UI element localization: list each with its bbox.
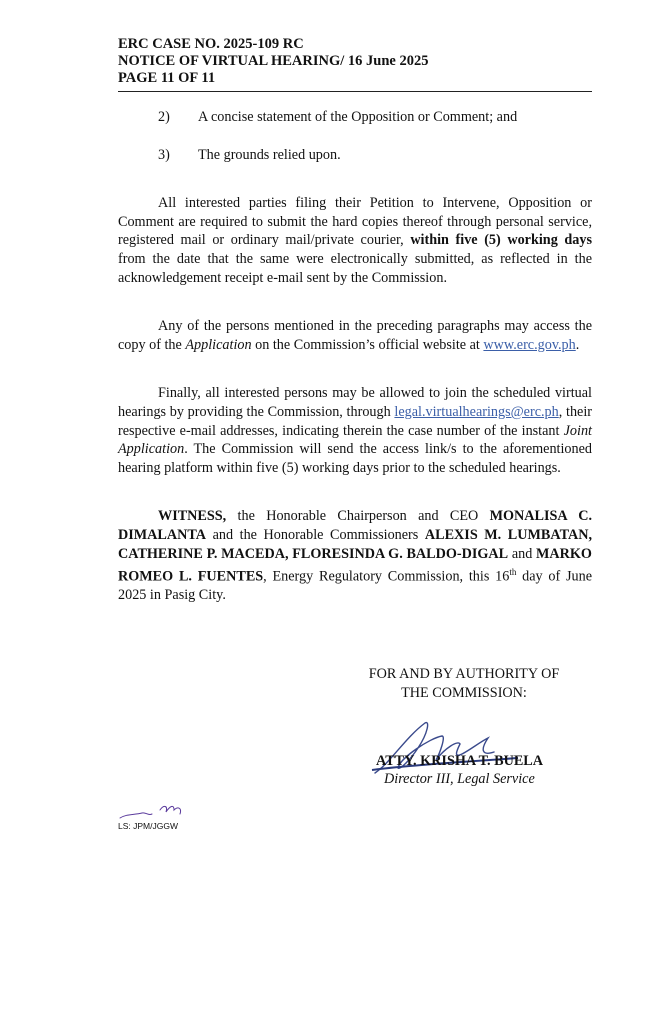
case-number: ERC CASE NO. 2025-109 RC — [118, 36, 304, 52]
signatory-name: ATTY. KRISHA T. BUELA — [376, 753, 544, 769]
text: and — [508, 545, 537, 562]
text: on the Commission’s official website at — [251, 336, 484, 353]
page-number: PAGE 11 OF 11 — [118, 70, 216, 86]
list-item-number: 2) — [158, 109, 170, 125]
list-item-number: 3) — [158, 146, 170, 163]
text: and the Honorable Commissioners — [206, 526, 425, 543]
witness-label: WITNESS, — [158, 508, 227, 525]
text: , Energy Regulatory Commission, this 16 — [263, 568, 510, 585]
paragraph-witness — [118, 507, 592, 605]
initials-mark — [118, 800, 190, 822]
document-header — [118, 36, 598, 87]
header-divider — [118, 91, 592, 92]
text: Any of the persons mentioned in the preceding paragraphs may access the copy of the — [118, 318, 592, 353]
list-item — [158, 108, 592, 127]
commissioner-name: MARKO ROMEO L. FUENTES — [118, 545, 592, 585]
text: All interested parties filing their Petition to Intervene, Opposition or Comment are required to submit the hard copies thereof through personal service, registered mail or ordinary mail/private courier, — [118, 195, 592, 249]
preparer-initials: LS: JPM/JGGW — [118, 821, 178, 831]
notice-title: NOTICE OF VIRTUAL HEARING/ 16 June 2025 — [118, 53, 429, 69]
paragraph-hard-copies — [118, 194, 592, 287]
paragraph-website — [118, 317, 592, 354]
list-item-text: The grounds relied upon. — [198, 146, 341, 163]
text: . The Commission will send the access link/s to the aforementioned hearing platform within five (5) working days prior to the scheduled hearings. — [118, 441, 592, 476]
text: Finally, all interested persons may be allowed to join the scheduled virtual hearings by providing the Commission, through — [118, 385, 592, 420]
deadline-emphasis: within five (5) working days — [410, 232, 592, 249]
list-item-text: A concise statement of the Opposition or Comment; and — [198, 109, 518, 125]
commission-line: THE COMMISSION: — [401, 684, 527, 701]
website-link[interactable]: www.erc.gov.ph — [483, 336, 576, 353]
authority-line: FOR AND BY AUTHORITY OF — [368, 666, 560, 682]
text: the Honorable Chairperson and CEO — [226, 508, 490, 525]
chairperson-name: MONALISA C. DIMALANTA — [118, 508, 592, 543]
text: from the date that the same were electronically submitted, as reflected in the acknowledgement receipt e-mail sent by the Commission. — [118, 250, 592, 286]
signatory-title: Director III, Legal Service — [384, 771, 535, 787]
commissioner-names: ALEXIS M. LUMBATAN, CATHERINE P. MACEDA, FLORESINDA G. BALDO-DIGAL — [118, 526, 593, 562]
document-body — [118, 108, 592, 624]
list-item — [158, 146, 592, 165]
text: , their respective e-mail addresses, indicating therein the case number of the instant — [118, 403, 592, 439]
email-link[interactable]: legal.virtualhearings@erc.ph — [394, 403, 559, 420]
text: . — [575, 336, 580, 353]
text: day of June 2025 in Pasig City. — [118, 568, 592, 604]
application-term: Application — [185, 336, 252, 353]
paragraph-virtual-hearing — [118, 384, 592, 477]
ordinal-suffix: th — [509, 567, 517, 578]
joint-application-term: Joint Application — [118, 422, 592, 458]
authority-block — [344, 665, 584, 702]
